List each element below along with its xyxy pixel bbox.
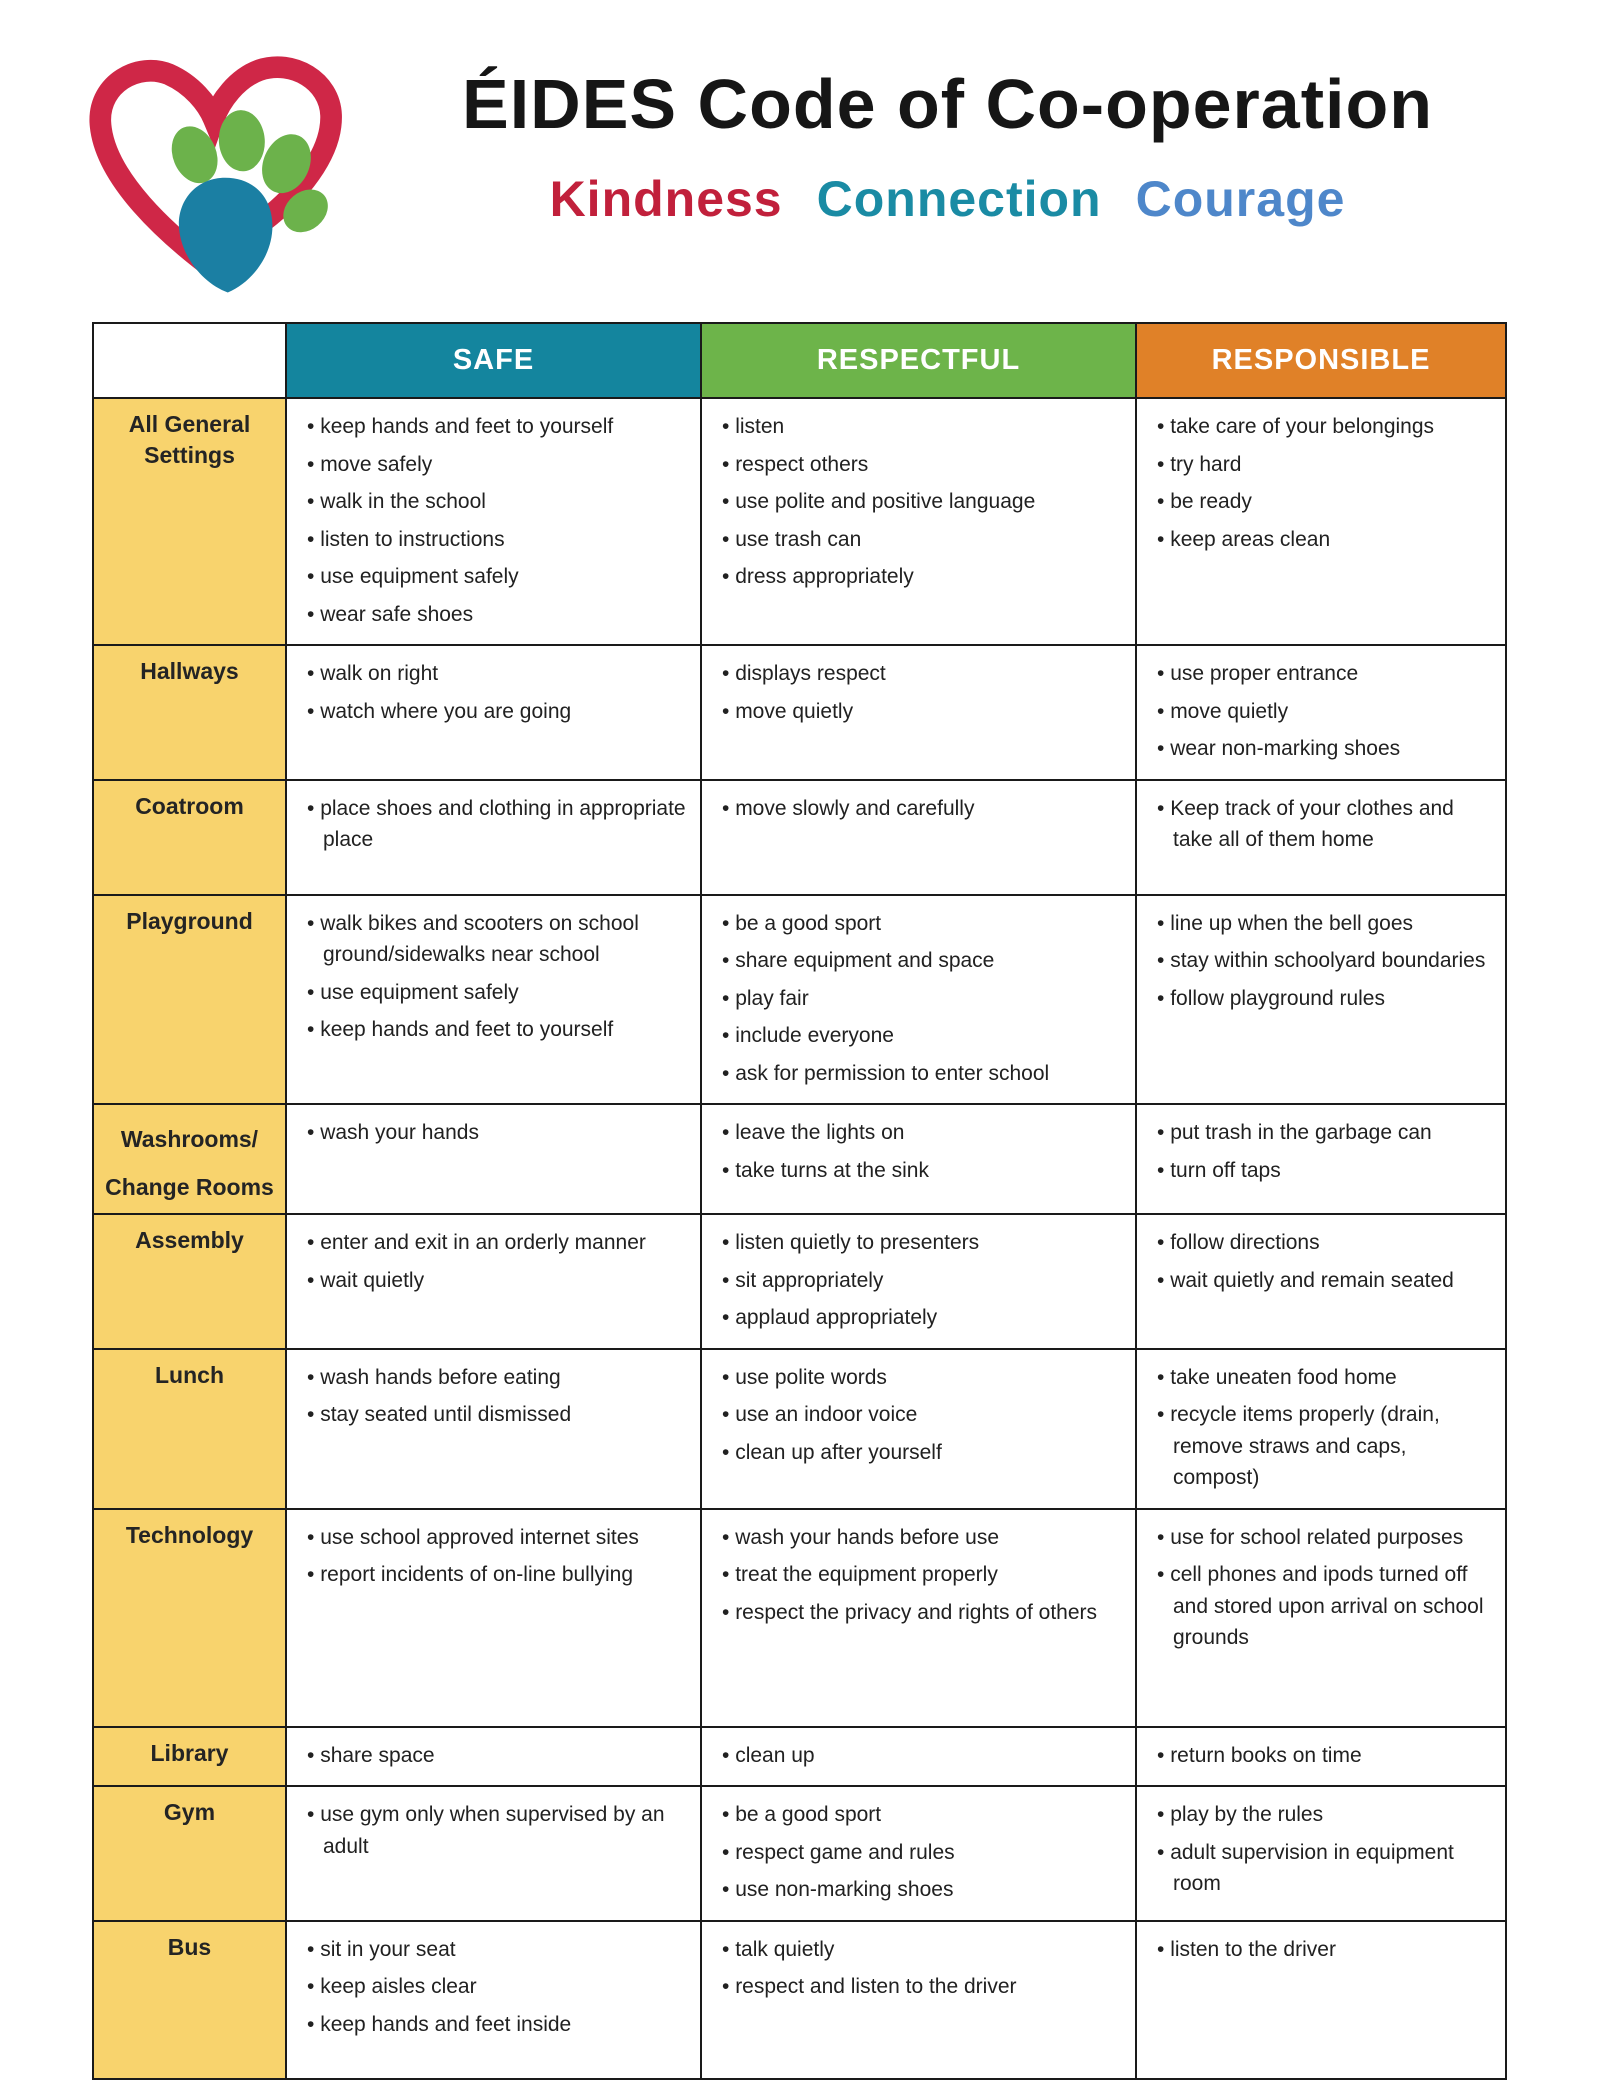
bullet-list <box>1151 411 1497 555</box>
row-label: Coatroom <box>93 780 286 895</box>
bullet-item: • respect others <box>716 449 1127 481</box>
value-connection: Connection <box>816 170 1102 227</box>
page-title: ÉIDES Code of Co-operation <box>462 65 1433 143</box>
paw-pad <box>179 178 273 293</box>
corner-cell <box>93 323 286 398</box>
column-header-respectful: RESPECTFUL <box>701 323 1136 398</box>
bullet-item: • use equipment safely <box>301 561 692 593</box>
bullet-item: • Keep track of your clothes and take all of them home <box>1151 793 1497 856</box>
bullet-item: • play fair <box>716 983 1127 1015</box>
bullet-item: • move slowly and carefully <box>716 793 1127 825</box>
bullet-item: • keep aisles clear <box>301 1971 692 2003</box>
bullet-item: • report incidents of on-line bullying <box>301 1559 692 1591</box>
bullet-list <box>301 1522 692 1591</box>
bullet-item: • wash your hands before use <box>716 1522 1127 1554</box>
respectful-cell <box>701 1214 1136 1349</box>
bullet-item: • clean up after yourself <box>716 1437 1127 1469</box>
bullet-item: • adult supervision in equipment room <box>1151 1837 1497 1900</box>
bullet-item: • turn off taps <box>1151 1155 1497 1187</box>
bullet-item: • listen <box>716 411 1127 443</box>
row-label: Bus <box>93 1921 286 2079</box>
heart-paw-logo-svg <box>70 40 355 295</box>
responsible-cell <box>1136 895 1506 1105</box>
row-label: Playground <box>93 895 286 1105</box>
masthead <box>0 40 1600 310</box>
bullet-item: • return books on time <box>1151 1740 1497 1772</box>
bullet-item: • listen quietly to presenters <box>716 1227 1127 1259</box>
bullet-item: • keep hands and feet to yourself <box>301 411 692 443</box>
bullet-item: • place shoes and clothing in appropriate place <box>301 793 692 856</box>
responsible-cell <box>1136 1349 1506 1509</box>
row-label: All General Settings <box>93 398 286 645</box>
safe-cell <box>286 645 701 780</box>
bullet-list <box>716 1117 1127 1186</box>
bullet-item: • keep hands and feet inside <box>301 2009 692 2041</box>
responsible-cell <box>1136 780 1506 895</box>
heart-paw-logo <box>70 40 355 295</box>
bullet-item: • dress appropriately <box>716 561 1127 593</box>
bullet-list <box>301 1227 692 1296</box>
bullet-item: • ask for permission to enter school <box>716 1058 1127 1090</box>
bullet-item: • enter and exit in an orderly manner <box>301 1227 692 1259</box>
bullet-item: • recycle items properly (drain, remove straws and caps, compost) <box>1151 1399 1497 1494</box>
bullet-list <box>716 1227 1127 1334</box>
bullet-item: • use proper entrance <box>1151 658 1497 690</box>
bullet-item: • cell phones and ipods turned off and stored upon arrival on school grounds <box>1151 1559 1497 1654</box>
safe-cell <box>286 1786 701 1921</box>
row-label: Library <box>93 1727 286 1787</box>
table-row <box>93 645 1506 780</box>
bullet-list <box>1151 1740 1497 1772</box>
bullet-item: • use trash can <box>716 524 1127 556</box>
responsible-cell <box>1136 1727 1506 1787</box>
bullet-item: • move safely <box>301 449 692 481</box>
respectful-cell <box>701 645 1136 780</box>
bullet-item: • leave the lights on <box>716 1117 1127 1149</box>
table-row <box>93 398 1506 645</box>
bullet-item: • displays respect <box>716 658 1127 690</box>
bullet-item: • talk quietly <box>716 1934 1127 1966</box>
bullet-item: • play by the rules <box>1151 1799 1497 1831</box>
table-header <box>93 323 1506 398</box>
bullet-item: • use non-marking shoes <box>716 1874 1127 1906</box>
responsible-cell <box>1136 1921 1506 2079</box>
bullet-list <box>716 1934 1127 2003</box>
bullet-list <box>1151 658 1497 765</box>
respectful-cell <box>701 1727 1136 1787</box>
bullet-item: • treat the equipment properly <box>716 1559 1127 1591</box>
bullet-item: • walk bikes and scooters on school ground/sidewalks near school <box>301 908 692 971</box>
bullet-list <box>1151 1799 1497 1900</box>
table-row <box>93 1104 1506 1214</box>
code-of-cooperation-table <box>92 322 1507 2080</box>
table-row <box>93 1214 1506 1349</box>
bullet-list <box>301 1934 692 2041</box>
bullet-item: • be a good sport <box>716 908 1127 940</box>
safe-cell <box>286 1921 701 2079</box>
bullet-list <box>1151 908 1497 1015</box>
row-label: Technology <box>93 1509 286 1727</box>
safe-cell <box>286 1349 701 1509</box>
bullet-list <box>1151 1227 1497 1296</box>
bullet-item: • sit in your seat <box>301 1934 692 1966</box>
table-row <box>93 895 1506 1105</box>
bullet-list <box>1151 1522 1497 1654</box>
bullet-item: • sit appropriately <box>716 1265 1127 1297</box>
bullet-item: • take turns at the sink <box>716 1155 1127 1187</box>
bullet-list <box>301 908 692 1046</box>
table-row <box>93 1349 1506 1509</box>
bullet-item: • clean up <box>716 1740 1127 1772</box>
bullet-item: • move quietly <box>716 696 1127 728</box>
bullet-list <box>301 1799 692 1862</box>
bullet-list <box>716 1522 1127 1629</box>
bullet-list <box>301 1117 692 1149</box>
value-kindness: Kindness <box>549 170 783 227</box>
bullet-list <box>716 793 1127 825</box>
bullet-item: • keep areas clean <box>1151 524 1497 556</box>
respectful-cell <box>701 895 1136 1105</box>
bullet-item: • follow directions <box>1151 1227 1497 1259</box>
bullet-list <box>1151 1934 1497 1966</box>
bullet-list <box>1151 793 1497 856</box>
bullet-item: • wash your hands <box>301 1117 692 1149</box>
bullet-list <box>716 1362 1127 1469</box>
bullet-item: • use gym only when supervised by an adult <box>301 1799 692 1862</box>
bullet-item: • listen to the driver <box>1151 1934 1497 1966</box>
bullet-item: • applaud appropriately <box>716 1302 1127 1334</box>
bullet-item: • respect the privacy and rights of others <box>716 1597 1127 1629</box>
bullet-item: • follow playground rules <box>1151 983 1497 1015</box>
bullet-item: • listen to instructions <box>301 524 692 556</box>
bullet-item: • walk in the school <box>301 486 692 518</box>
safe-cell <box>286 1727 701 1787</box>
respectful-cell <box>701 1509 1136 1727</box>
safe-cell <box>286 895 701 1105</box>
title-block <box>355 40 1540 228</box>
bullet-list <box>716 411 1127 593</box>
row-label: Hallways <box>93 645 286 780</box>
bullet-item: • move quietly <box>1151 696 1497 728</box>
respectful-cell <box>701 398 1136 645</box>
bullet-list <box>301 793 692 856</box>
bullet-item: • share space <box>301 1740 692 1772</box>
bullet-item: • use equipment safely <box>301 977 692 1009</box>
row-label: Gym <box>93 1786 286 1921</box>
bullet-list <box>716 658 1127 727</box>
bullet-item: • stay within schoolyard boundaries <box>1151 945 1497 977</box>
bullet-item: • wear safe shoes <box>301 599 692 631</box>
bullet-item: • include everyone <box>716 1020 1127 1052</box>
bullet-item: • be ready <box>1151 486 1497 518</box>
bullet-item: • use school approved internet sites <box>301 1522 692 1554</box>
bullet-item: • respect game and rules <box>716 1837 1127 1869</box>
responsible-cell <box>1136 398 1506 645</box>
table-row <box>93 1786 1506 1921</box>
bullet-list <box>1151 1362 1497 1494</box>
bullet-item: • watch where you are going <box>301 696 692 728</box>
bullet-item: • take uneaten food home <box>1151 1362 1497 1394</box>
respectful-cell <box>701 1921 1136 2079</box>
bullet-list <box>301 658 692 727</box>
bullet-list <box>301 1740 692 1772</box>
bullet-item: • respect and listen to the driver <box>716 1971 1127 2003</box>
safe-cell <box>286 780 701 895</box>
bullet-item: • share equipment and space <box>716 945 1127 977</box>
respectful-cell <box>701 780 1136 895</box>
bullet-item: • wear non-marking shoes <box>1151 733 1497 765</box>
bullet-list <box>1151 1117 1497 1186</box>
safe-cell <box>286 1214 701 1349</box>
responsible-cell <box>1136 1214 1506 1349</box>
bullet-item: • wait quietly and remain seated <box>1151 1265 1497 1297</box>
bullet-item: • take care of your belongings <box>1151 411 1497 443</box>
safe-cell <box>286 398 701 645</box>
bullet-list <box>716 908 1127 1090</box>
column-header-safe: SAFE <box>286 323 701 398</box>
bullet-item: • wait quietly <box>301 1265 692 1297</box>
bullet-list <box>716 1740 1127 1772</box>
values-subtitle <box>355 170 1540 228</box>
responsible-cell <box>1136 1509 1506 1727</box>
respectful-cell <box>701 1349 1136 1509</box>
bullet-item: • put trash in the garbage can <box>1151 1117 1497 1149</box>
bullet-list <box>716 1799 1127 1906</box>
bullet-item: • try hard <box>1151 449 1497 481</box>
row-label: Assembly <box>93 1214 286 1349</box>
table-row <box>93 1921 1506 2079</box>
respectful-cell <box>701 1786 1136 1921</box>
bullet-item: • line up when the bell goes <box>1151 908 1497 940</box>
table-row <box>93 1727 1506 1787</box>
bullet-item: • walk on right <box>301 658 692 690</box>
bullet-list <box>301 1362 692 1431</box>
respectful-cell <box>701 1104 1136 1214</box>
responsible-cell <box>1136 1104 1506 1214</box>
responsible-cell <box>1136 1786 1506 1921</box>
bullet-item: • be a good sport <box>716 1799 1127 1831</box>
safe-cell <box>286 1104 701 1214</box>
value-courage: Courage <box>1135 170 1346 227</box>
bullet-item: • use an indoor voice <box>716 1399 1127 1431</box>
bullet-item: • use polite and positive language <box>716 486 1127 518</box>
bullet-list <box>301 411 692 630</box>
table-row <box>93 1509 1506 1727</box>
row-label: Lunch <box>93 1349 286 1509</box>
bullet-item: • wash hands before eating <box>301 1362 692 1394</box>
bullet-item: • use polite words <box>716 1362 1127 1394</box>
bullet-item: • stay seated until dismissed <box>301 1399 692 1431</box>
safe-cell <box>286 1509 701 1727</box>
bullet-item: • use for school related purposes <box>1151 1522 1497 1554</box>
responsible-cell <box>1136 645 1506 780</box>
column-header-responsible: RESPONSIBLE <box>1136 323 1506 398</box>
table-row <box>93 780 1506 895</box>
bullet-item: • keep hands and feet to yourself <box>301 1014 692 1046</box>
row-label: Washrooms/ Change Rooms <box>93 1104 286 1214</box>
